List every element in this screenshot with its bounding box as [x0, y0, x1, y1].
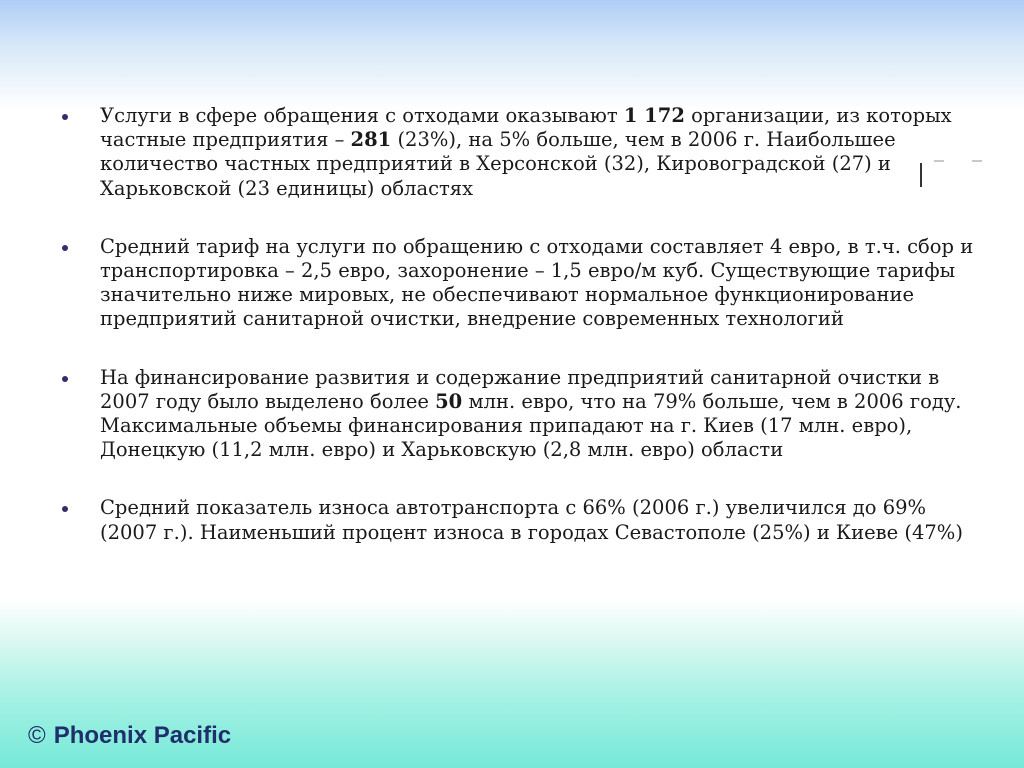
bullet-segment: организации, из которых частные предприятия – — [100, 104, 952, 152]
copyright-icon: © — [28, 722, 46, 749]
bullet-segment: Средний тариф на услуги по обращению с отходами составляет 4 евро, в т.ч. сбор и транспортировка – 2,5 евро, захоронение – 1,5 евро/м куб. Существующие тарифы значительно ниже мировых, не обеспечивают нормальное функционирование предприятий санитарной очистки, внедрение современных технологий — [100, 234, 974, 331]
bullet-text — [100, 104, 952, 200]
bullet-dot-icon — [62, 506, 68, 512]
bullet-segment: млн. евро, что на 79% больше, чем в 2006 году. Максимальные объемы финансирования припадают на г. Киев (17 млн. евро), Донецкую (11,2 млн. евро) и Харьковскую (2,8 млн. евро) области — [100, 389, 962, 462]
decorative-dash — [934, 160, 944, 162]
brand-name: Phoenix Pacific — [53, 722, 232, 749]
bullet-segment: На финансирование развития и содержание предприятий санитарной очистки в 2007 году было выделено более — [100, 365, 940, 413]
bullet-emphasis: 1 172 — [623, 104, 685, 127]
bullet-item — [60, 496, 980, 544]
decorative-vertical-bar — [920, 163, 922, 187]
footer-brand — [28, 722, 231, 750]
bullet-segment: Услуги в сфере обращения с отходами оказывают — [100, 104, 624, 127]
bullet-item — [60, 235, 980, 332]
bullet-item — [60, 366, 980, 463]
bullet-segment: Средний показатель износа автотранспорта с 66% (2006 г.) увеличился до 69% (2007 г.). Наименьший процент износа в городах Севастополе (25%) и Киеве (47%) — [100, 496, 963, 544]
bullet-emphasis: 281 — [350, 128, 392, 152]
bullet-list — [60, 104, 980, 579]
decorative-dash — [972, 160, 982, 162]
bullet-item — [60, 104, 980, 201]
bullet-text — [100, 366, 962, 462]
bullet-segment: (23%), на 5% больше, чем в 2006 г. Наибольшее количество частных предприятий в Херсонской (32), Кировоградской (27) и Харьковской (23 единицы) областях — [100, 128, 896, 200]
bullet-dot-icon — [62, 114, 68, 120]
bullet-dot-icon — [62, 245, 68, 251]
bullet-emphasis: 50 — [435, 389, 463, 413]
bullet-dot-icon — [62, 376, 68, 382]
bullet-text — [100, 496, 963, 543]
bullet-text — [100, 235, 973, 331]
